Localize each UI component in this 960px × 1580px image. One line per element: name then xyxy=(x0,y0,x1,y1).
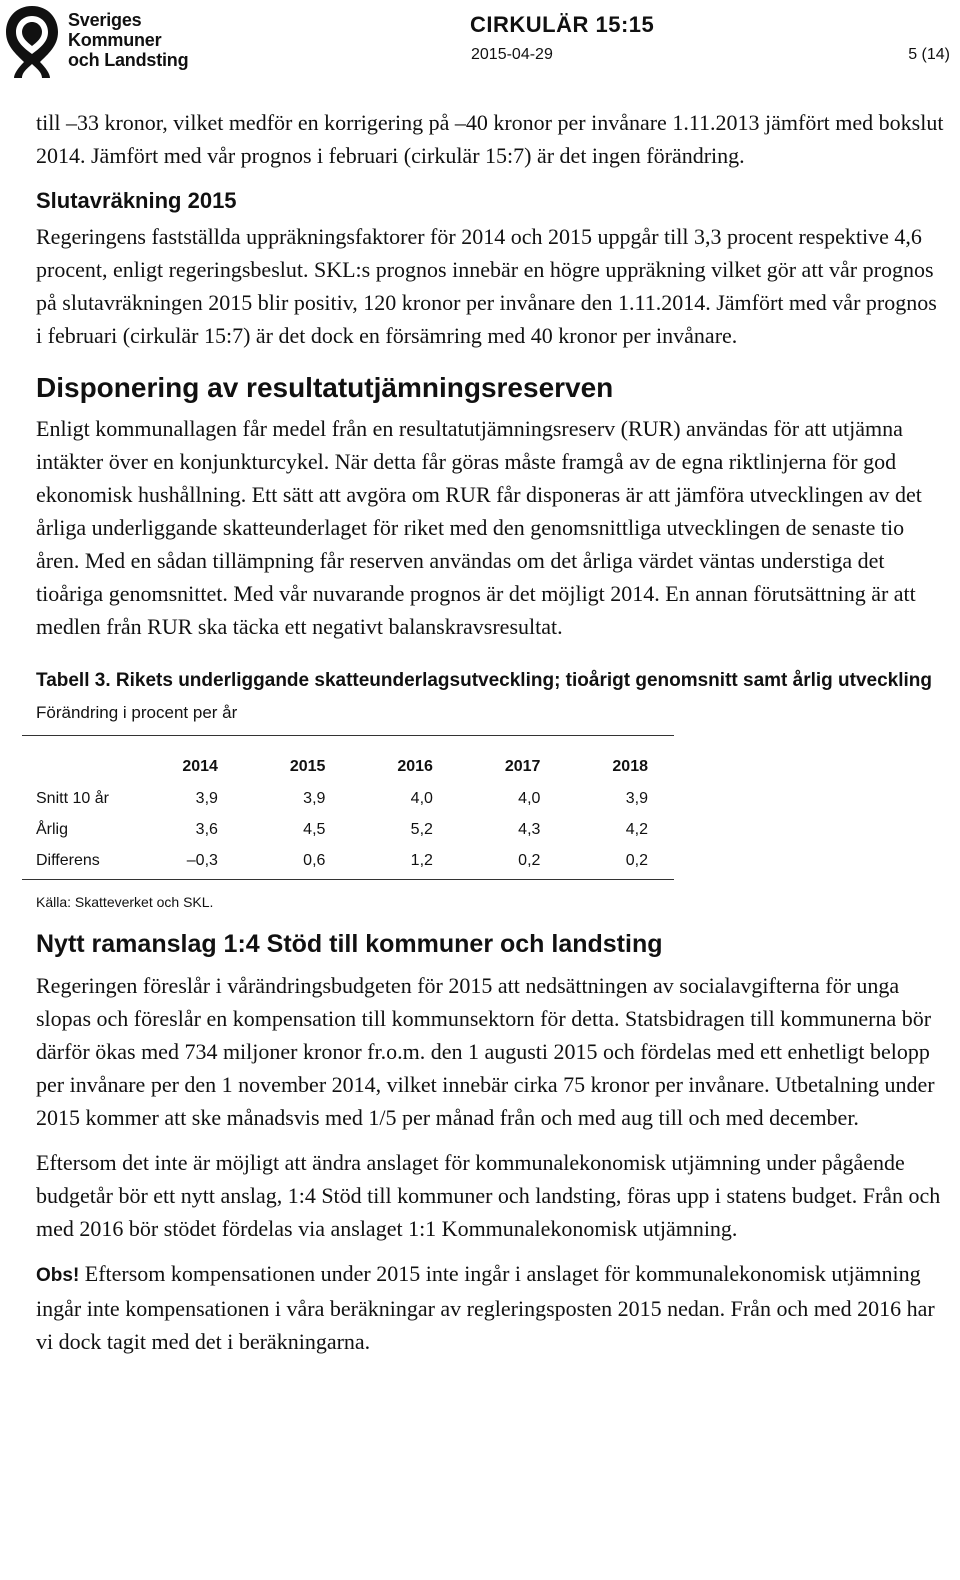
row-label: Differens xyxy=(22,846,136,880)
obs-label: Obs! xyxy=(36,1265,80,1286)
document-title: CIRKULÄR 15:15 xyxy=(470,12,655,37)
page-header xyxy=(0,0,960,90)
table-header-cell: 2016 xyxy=(351,736,459,785)
row-label: Snitt 10 år xyxy=(36,790,109,807)
table-row xyxy=(22,846,674,880)
table-cell: –0,3 xyxy=(136,846,244,880)
table-cell: 3,9 xyxy=(303,790,326,807)
table-cell: 0,2 xyxy=(459,846,567,880)
table-cell: 0,2 xyxy=(566,846,674,880)
disponering-paragraph: Enligt kommunallagen får medel från en resultatutjämningsreserv (RUR) användas för att utjämna intäkter över en konjunkturcykel. När detta får göras måste framgå av de egna riktlinjerna för god ekonomisk hushållning. Ett sätt att avgöra om RUR får disponeras är att jämföra utvecklingen av det årliga underliggande skatteunderlaget för riket med den genomsnittliga utvecklingen de senaste tio åren. Med en sådan tillämpning får reserven användas om det årliga värdet väntas understiga det tioåriga genomsnittet. Med vår nuvarande prognos är det möjligt 2014. En annan förutsättning är att medlen från RUR ska täcka ett negativt balanskravsresultat. xyxy=(36,416,922,639)
page-number: 5 (14) xyxy=(908,46,950,63)
table-cell: 4,0 xyxy=(410,790,433,807)
table-cell: 3,9 xyxy=(195,790,218,807)
table-caption: Tabell 3. Rikets underliggande skatteunderlagsutveckling; tioårigt genomsnitt samt årlig utveckling xyxy=(36,670,933,691)
table-cell: 4,3 xyxy=(518,821,541,838)
table-row xyxy=(22,815,674,846)
tax-base-table xyxy=(22,735,674,880)
table-cell: 5,2 xyxy=(410,821,433,838)
table-row xyxy=(22,784,674,815)
table-header-row xyxy=(22,736,674,785)
table-cell: 4,5 xyxy=(303,821,326,838)
table-cell: 1,2 xyxy=(351,846,459,880)
logo-line-2: Kommuner xyxy=(68,30,162,50)
logo-line-3: och Landsting xyxy=(68,50,189,70)
table-cell: 3,6 xyxy=(195,821,218,838)
logo-line-1: Sveriges xyxy=(68,10,142,30)
ramanslag-paragraph-1: Regeringen föreslår i vårändringsbudgeten för 2015 att nedsättningen av socialavgifterna för unga slopas och föreslår en kompensation till kommunsektorn för detta. Statsbidragen till kommunerna bör därför ökas med 734 miljoner kronor fr.o.m. den 1 augusti 2015 och fördelas med ett enhetligt belopp per invånare per den 1 november 2014, vilket innebär cirka 75 kronor per invånare. Utbetalning under 2015 kommer att ske månadsvis med 1/5 per månad från och med aug till och med december. xyxy=(36,973,935,1130)
ramanslag-heading: Nytt ramanslag 1:4 Stöd till kommuner och landsting xyxy=(36,930,663,958)
disponering-heading: Disponering av resultatutjämningsreserven xyxy=(36,372,614,403)
logo xyxy=(0,0,200,82)
table-header-cell: 2018 xyxy=(566,736,674,785)
document-body xyxy=(36,106,948,1358)
table-header-cell: 2015 xyxy=(244,736,352,785)
slutavrakning-paragraph: Regeringens fastställda uppräkningsfaktorer för 2014 och 2015 uppgår till 3,3 procent respektive 4,6 procent, enligt regeringsbeslut. SKL:s prognos innebär en högre uppräkning vilket gör att vår prognos på slutavräkningen 2015 blir positiv, 120 kronor per invånare den 1.11.2014. Jämfört med vår prognos i februari (cirkulär 15:7) är det dock en försämring med 40 kronor per invånare. xyxy=(36,224,937,348)
table-source: Källa: Skatteverket och SKL. xyxy=(36,894,214,910)
table-cell: 4,2 xyxy=(625,821,648,838)
slutavrakning-heading: Slutavräkning 2015 xyxy=(36,188,237,213)
document-date: 2015-04-29 xyxy=(471,46,553,63)
table-cell: 4,0 xyxy=(518,790,541,807)
table-header-cell: 2014 xyxy=(136,736,244,785)
ramanslag-paragraph-2: Eftersom det inte är möjligt att ändra anslaget för kommunalekonomisk utjämning under pågående budgetår bör ett nytt anslag, 1:4 Stöd till kommuner och landsting, föras upp i statens budget. Från och med 2016 bör stödet fördelas via anslaget 1:1 Kommunalekonomisk utjämning. xyxy=(36,1150,941,1241)
skl-logo-icon xyxy=(2,2,62,80)
logo-text xyxy=(68,10,188,70)
table-unit: Förändring i procent per år xyxy=(36,703,238,722)
table-cell: 3,9 xyxy=(625,790,648,807)
table-header-cell xyxy=(22,736,136,785)
obs-paragraph xyxy=(36,1257,948,1358)
table-cell: 0,6 xyxy=(244,846,352,880)
obs-text: Eftersom kompensationen under 2015 inte ingår i anslaget för kommunalekonomisk utjämning ingår inte kompensationen i våra beräkningar av regleringsposten 2015 nedan. Från och med 2016 har vi dock tagit med det i beräkningarna. xyxy=(36,1261,935,1354)
intro-paragraph: till –33 kronor, vilket medför en korrigering på –40 kronor per invånare 1.11.2013 jämfört med bokslut 2014. Jämfört med vår prognos i februari (cirkulär 15:7) är det ingen förändring. xyxy=(36,110,944,168)
table-header-cell: 2017 xyxy=(459,736,567,785)
row-label: Årlig xyxy=(36,821,69,838)
